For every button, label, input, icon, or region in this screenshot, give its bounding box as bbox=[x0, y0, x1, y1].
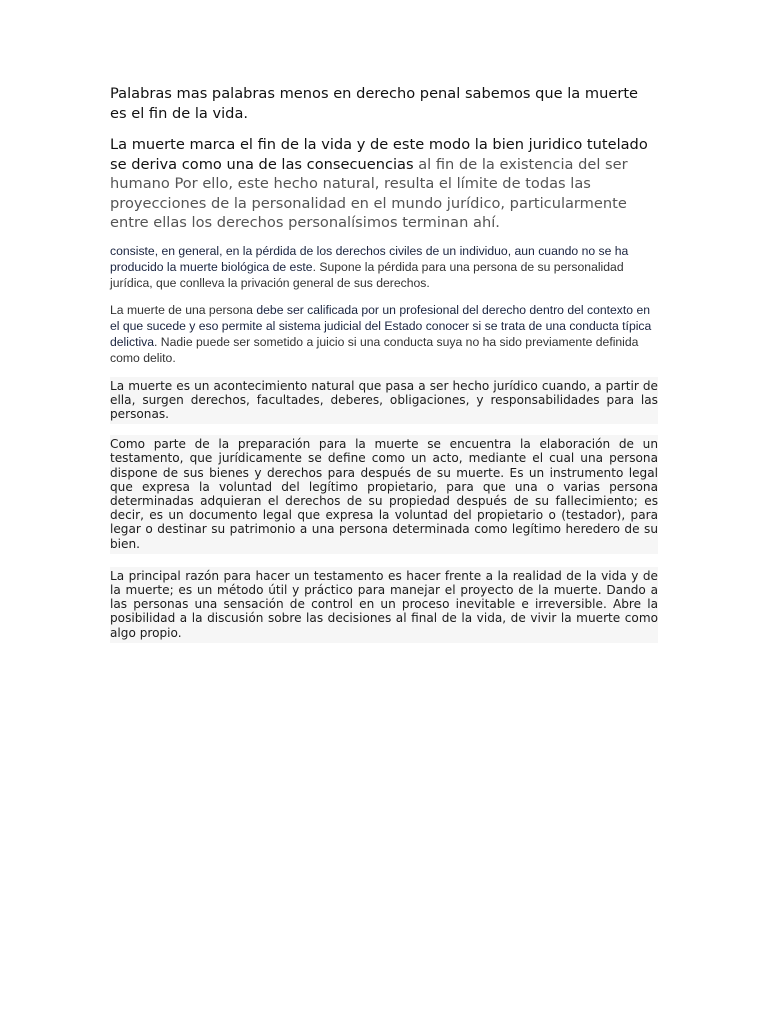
civil-death-navy-text: consiste, en general, en la pérdida de los derechos civiles de un individuo, aun cuando no se ha producido la muerte biológica de este bbox=[110, 243, 629, 274]
intro-paragraph: Palabras mas palabras menos en derecho penal sabemos que la muerte es el fin de la vida. bbox=[110, 85, 639, 122]
document-page bbox=[110, 84, 658, 643]
death-definition-paragraph bbox=[110, 135, 658, 233]
death-definition-gray-text: al fin de la existencia del ser humano Por ello, este hecho natural, resulta el límite de todas las proyecciones de la personalidad en el mundo jurídico, particularmente entre ellas los derechos personalísimos terminan ahí. bbox=[110, 155, 628, 231]
civil-death-paragraph bbox=[110, 243, 658, 291]
qualification-gray-text-b: . Nadie puede ser sometido a juicio si una conducta suya no ha sido previamente definida como delito. bbox=[110, 334, 639, 365]
paragraph-gap bbox=[110, 554, 658, 567]
civil-death-gray-text: . Supone la pérdida para una persona de su personalidad jurídica, que conlleva la privación general de sus derechos. bbox=[110, 259, 624, 290]
testament-reason-paragraph: La principal razón para hacer un testamento es hacer frente a la realidad de la vida y de la muerte; es un método útil y práctico para manejar el proyecto de la muerte. Dando a las personas una sensación de control en un proceso inevitable e irreversible. Abre la posibilidad a la discusión sobre las decisiones al final de la vida, de vivir la muerte como algo propio. bbox=[110, 567, 658, 643]
qualification-paragraph bbox=[110, 302, 658, 366]
legal-fact-paragraph: La muerte es un acontecimiento natural que pasa a ser hecho jurídico cuando, a partir de ella, surgen derechos, facultades, deberes, obligaciones, y responsabilidades para las personas. bbox=[110, 377, 658, 425]
paragraph-gap bbox=[110, 424, 658, 435]
qualification-gray-text-a: La muerte de una persona bbox=[110, 302, 257, 317]
death-definition-dark-text: La muerte marca el fin de la vida y de este modo la bien juridico tutelado se deriva como una de las consecuencias bbox=[110, 136, 648, 173]
testament-paragraph: Como parte de la preparación para la muerte se encuentra la elaboración de un testamento, que jurídicamente se define como un acto, mediante el cual una persona dispone de sus bienes y derechos para después de su muerte. Es un instrumento legal que expresa la voluntad del legítimo propietario, para que una o varias persona determinadas adquieran el derechos de su propiedad después de su fallecimiento; es decir, es un documento legal que expresa la voluntad del propietario o (testador), para legar o destinar su patrimonio a una persona determinada como legítimo heredero de su bien. bbox=[110, 435, 658, 554]
qualification-navy-text: debe ser calificada por un profesional del derecho dentro del contexto en el que sucede y eso permite al sistema judicial del Estado conocer si se trata de una conducta típica delictiva bbox=[110, 302, 652, 349]
